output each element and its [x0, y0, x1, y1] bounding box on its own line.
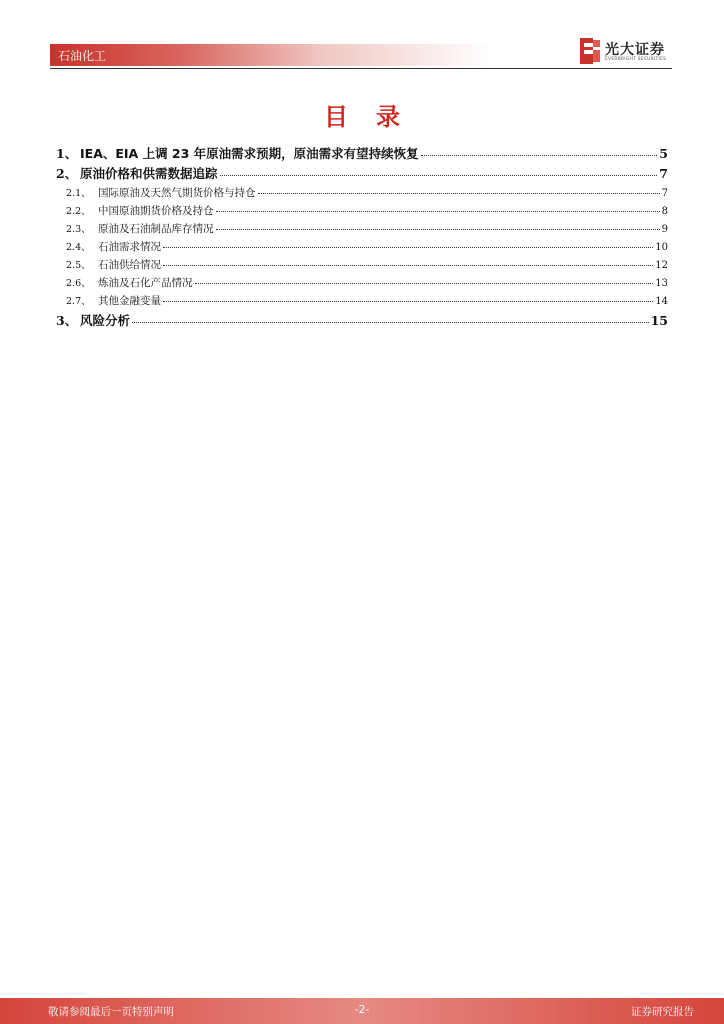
toc-entry-label: 炼油及石化产品情况 [98, 277, 193, 289]
toc-title: 目录 [324, 103, 428, 131]
toc-leader-dots [132, 321, 649, 323]
toc-entry-page: 7 [659, 166, 668, 181]
toc-entry-2-4[interactable] [56, 239, 668, 254]
toc-entry-label: 国际原油及天然气期货价格与持仓 [98, 187, 256, 199]
toc-entry-number: 2.4、 [66, 242, 91, 253]
toc-leader-dots [163, 246, 653, 248]
toc-entry-page: 12 [655, 260, 668, 271]
toc-leader-dots [163, 300, 653, 302]
toc-entry-page: 13 [655, 278, 668, 289]
toc-entry-2[interactable] [56, 164, 668, 182]
toc-entry-page: 15 [650, 313, 668, 328]
toc-entry-number: 1、 [56, 146, 78, 161]
toc-entry-2-5[interactable] [56, 257, 668, 272]
brand-logo [580, 38, 680, 66]
page-footer [0, 998, 724, 1024]
toc-leader-dots [216, 210, 660, 212]
toc-entry-2-7[interactable] [56, 293, 668, 308]
toc-leader-dots [220, 174, 658, 176]
toc-entry-number: 2.6、 [66, 278, 91, 289]
toc-leader-dots [258, 192, 660, 194]
toc-entry-label: 其他金融变量 [98, 295, 161, 307]
toc-entry-number: 3、 [56, 313, 78, 328]
toc-entry-2-3[interactable] [56, 221, 668, 236]
toc-entry-page: 10 [655, 242, 668, 253]
toc-entry-number: 2.5、 [66, 260, 91, 271]
toc-entry-2-1[interactable] [56, 185, 668, 200]
toc-entry-page: 14 [655, 296, 668, 307]
footer-disclaimer: 敬请参阅最后一页特别声明 [48, 1006, 174, 1018]
toc-entry-1[interactable] [56, 144, 668, 162]
toc-entry-label: 中国原油期货价格及持仓 [98, 205, 214, 217]
footer-page-number: -2- [354, 1004, 370, 1016]
logo-chinese-name: 光大证券 [605, 42, 665, 58]
toc-entry-label: 原油及石油制品库存情况 [98, 223, 214, 235]
toc-leader-dots [216, 228, 660, 230]
toc-entry-number: 2.1、 [66, 188, 91, 199]
toc-entry-label: 风险分析 [80, 313, 131, 328]
toc-entry-label: 石油供给情况 [98, 259, 161, 271]
toc-leader-dots [163, 264, 653, 266]
toc-entry-page: 8 [661, 206, 668, 217]
toc-entry-label: 原油价格和供需数据追踪 [80, 166, 218, 181]
toc-entry-page: 5 [659, 146, 668, 161]
toc-entry-page: 9 [661, 224, 668, 235]
everbright-logo-icon [580, 38, 600, 64]
toc-leader-dots [195, 282, 654, 284]
toc-entry-3[interactable] [56, 311, 668, 329]
toc-entry-label: IEA、EIA 上调 23 年原油需求预期，原油需求有望持续恢复 [80, 146, 419, 161]
footer-report-type: 证券研究报告 [631, 1006, 694, 1018]
toc-entry-number: 2、 [56, 166, 78, 181]
toc-entry-label: 石油需求情况 [98, 241, 161, 253]
toc-entry-number: 2.3、 [66, 224, 91, 235]
section-tag-label: 石油化工 [58, 49, 107, 63]
header-section-tag [50, 44, 490, 66]
toc-entry-page: 7 [661, 188, 668, 199]
toc-leader-dots [421, 154, 658, 156]
logo-english-name: EVERBRIGHT SECURITIES [605, 57, 667, 62]
toc-entry-number: 2.2、 [66, 206, 91, 217]
header-divider [50, 68, 672, 69]
toc-entry-2-6[interactable] [56, 275, 668, 290]
toc-entry-number: 2.7、 [66, 296, 91, 307]
toc-entry-2-2[interactable] [56, 203, 668, 218]
